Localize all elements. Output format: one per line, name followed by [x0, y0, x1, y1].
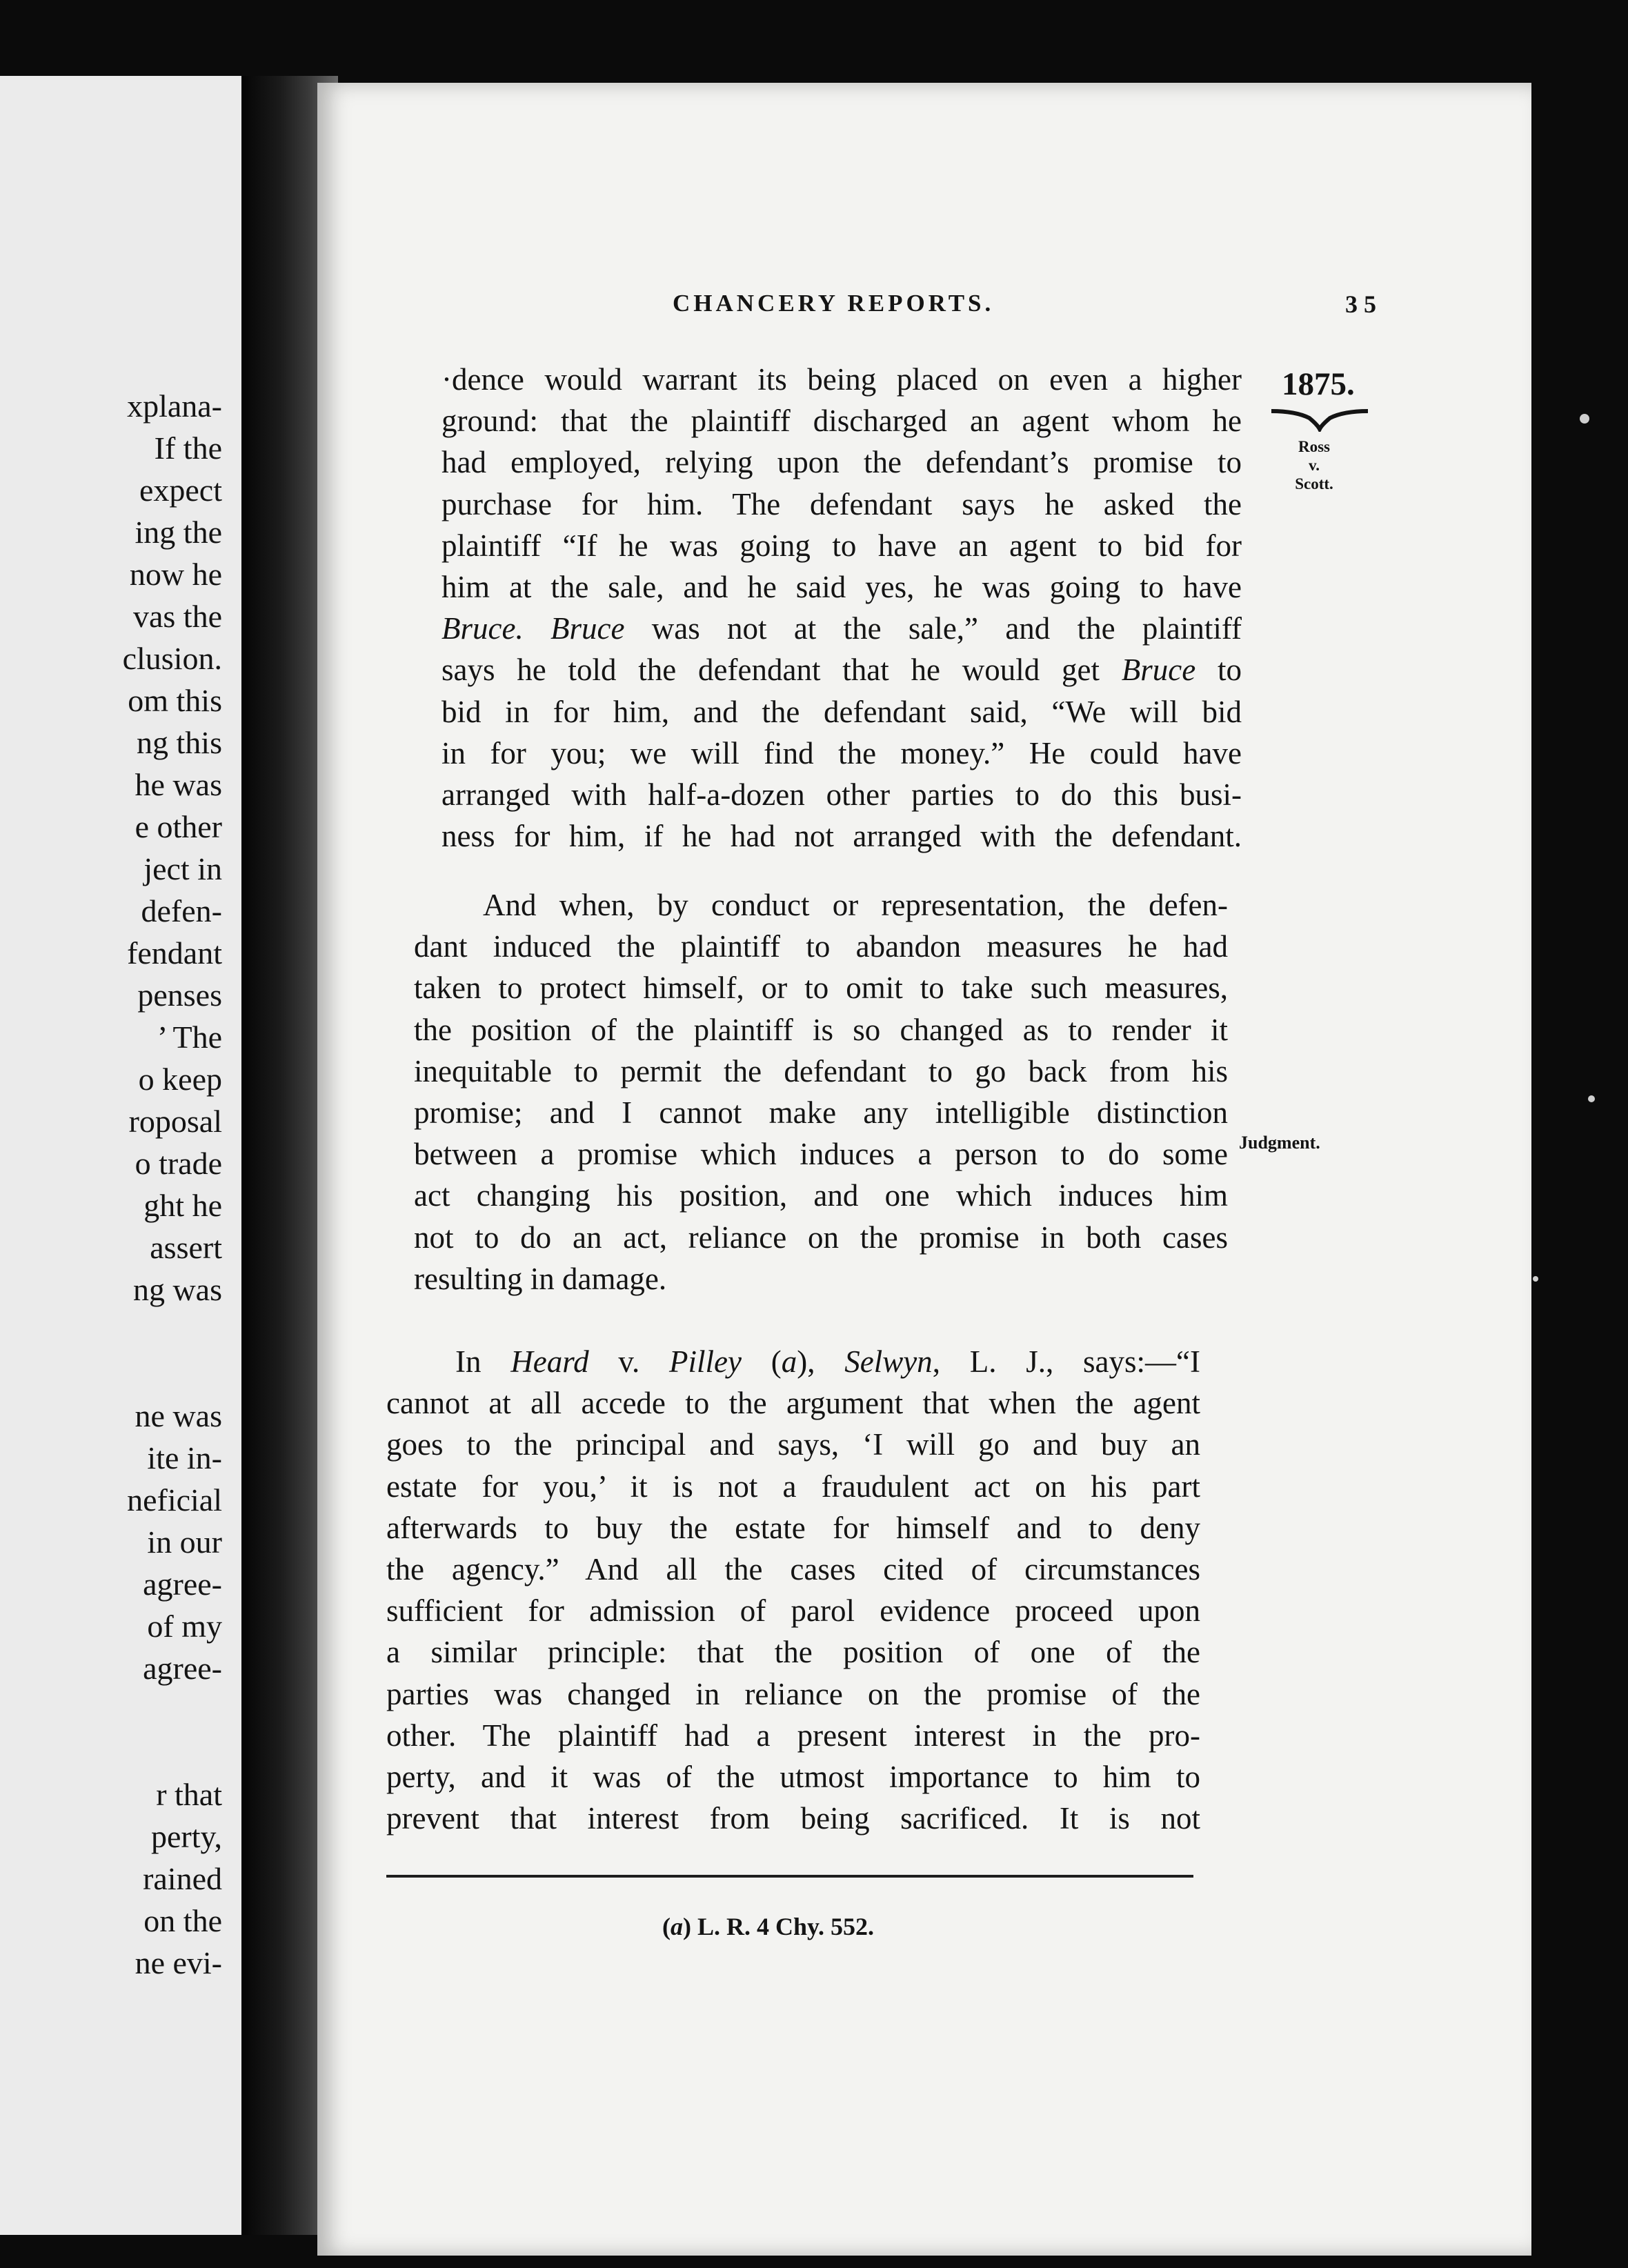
left-page-line: ne was	[135, 1398, 222, 1433]
text-line: had employed, relying upon the defendant’s promise to	[441, 445, 1242, 480]
case-plaintiff: Ross	[1298, 438, 1330, 455]
text-line: ·dence would warrant its being placed on even a higher	[441, 362, 1242, 397]
text-run: ) L. R. 4 Chy. 552.	[683, 1913, 875, 1940]
left-page-line: ght he	[143, 1188, 222, 1223]
left-page-line: ’ The	[157, 1019, 222, 1055]
left-page-line: defen-	[141, 893, 222, 928]
text-run: ),	[797, 1344, 845, 1379]
margin-case-name	[1283, 437, 1345, 493]
text-line: cannot at all accede to the argument that when the agent	[386, 1386, 1200, 1421]
left-page-line: fendant	[127, 935, 222, 971]
running-head: CHANCERY REPORTS.	[673, 290, 995, 317]
footnote	[662, 1912, 874, 1941]
left-page-line: ng was	[132, 1272, 222, 1307]
left-page-line: ne evi-	[135, 1945, 222, 1980]
left-page-text	[123, 385, 222, 1984]
left-page-line: assert	[150, 1230, 222, 1265]
judge-name-italic: Selwyn	[844, 1344, 933, 1379]
text-line: between a promise which induces a person to do some	[414, 1137, 1228, 1172]
text-run: (	[662, 1913, 671, 1940]
left-page-line: on the	[143, 1903, 222, 1938]
case-name-italic: Bruce.	[441, 611, 524, 646]
page-number: 3 5	[1345, 290, 1376, 318]
text-line: in for you; we will find the money.” He could have	[441, 735, 1242, 770]
text-line: the position of the plaintiff is so changed as to render it	[414, 1012, 1228, 1047]
footnote-rule	[386, 1875, 1193, 1878]
paragraph-2	[414, 884, 1228, 1300]
brace-icon	[1268, 404, 1371, 432]
left-page-line: agree-	[143, 1651, 222, 1686]
text-line: bid in for him, and the defendant said, “We will bid	[441, 694, 1242, 729]
left-page-line: om this	[128, 683, 222, 718]
print-speck	[1533, 1276, 1538, 1282]
text-line: sufficient for admission of parol evidence proceed upon	[386, 1593, 1200, 1629]
text-run: says he told the defendant that he would get	[441, 653, 1122, 688]
text-line: dant induced the plaintiff to abandon measures he had	[414, 929, 1228, 964]
case-defendant: Scott.	[1295, 475, 1333, 493]
left-page-line: agree-	[143, 1566, 222, 1602]
text-run: was not at the sale,” and the plaintiff	[624, 611, 1242, 646]
text-line: not to do an act, reliance on the promise in both cases	[414, 1220, 1228, 1255]
left-page-line: neficial	[127, 1482, 222, 1518]
text-run: v.	[588, 1344, 669, 1379]
left-page-line	[123, 1311, 222, 1353]
left-page-line: roposal	[128, 1104, 222, 1139]
left-page-line: o trade	[135, 1146, 222, 1181]
text-line: goes to the principal and says, ‘I will go and buy an	[386, 1427, 1200, 1462]
left-page-line: e other	[135, 809, 222, 844]
footnote-marker: a	[671, 1913, 683, 1940]
text-run: In	[455, 1344, 511, 1379]
text-line: him at the sale, and he said yes, he was going to have	[441, 569, 1242, 604]
case-name-italic: Pilley	[668, 1344, 742, 1379]
left-page-line: rained	[143, 1861, 222, 1896]
text-line: plaintiff “If he was going to have an agent to bid for	[441, 528, 1242, 563]
case-name-italic: Bruce	[550, 611, 625, 646]
text-line: perty, and it was of the utmost importance to him to	[386, 1759, 1200, 1794]
left-page-line: now he	[129, 557, 222, 592]
text-run: (	[741, 1344, 782, 1379]
text-line: other. The plaintiff had a present interest in the pro-	[386, 1718, 1200, 1753]
margin-year: 1875.	[1282, 366, 1355, 402]
paragraph-1	[441, 359, 1242, 857]
left-page-line: penses	[137, 977, 222, 1013]
text-line: the agency.” And all the cases cited of circumstances	[386, 1551, 1200, 1586]
text-line: ground: that the plaintiff discharged an agent whom he	[441, 404, 1242, 439]
text-line: purchase for him. The defendant says he asked the	[441, 486, 1242, 521]
text-line	[441, 649, 1242, 690]
text-line: afterwards to buy the estate for himself and to deny	[386, 1510, 1200, 1545]
left-page-line: vas the	[132, 599, 222, 634]
left-page-line: xplana-	[127, 388, 222, 424]
print-speck	[1580, 414, 1589, 424]
left-page-line	[123, 1353, 222, 1395]
text-line: prevent that interest from being sacrificed. It is not	[386, 1801, 1200, 1836]
text-line: ness for him, if he had not arranged with the defendant.	[441, 819, 1242, 854]
left-page-line: ng this	[137, 725, 222, 760]
left-page-line: ject in	[143, 851, 222, 886]
case-name-italic: Heard	[510, 1344, 589, 1379]
left-page-line	[123, 1731, 222, 1773]
left-page-line: of my	[147, 1609, 222, 1644]
left-page-line: ing the	[135, 515, 222, 550]
case-versus: v.	[1309, 457, 1320, 474]
text-line: act changing his position, and one which induces him	[414, 1178, 1228, 1213]
text-line: And when, by conduct or representation, the defen-	[483, 888, 1228, 922]
left-page-line	[123, 1689, 222, 1731]
print-speck	[1588, 1095, 1595, 1102]
paragraph-3	[386, 1341, 1200, 1839]
left-page-line: If the	[154, 430, 222, 466]
case-name-italic: Bruce	[1121, 653, 1196, 688]
text-line: inequitable to permit the defendant to go back from his	[414, 1053, 1228, 1088]
left-page-line: clusion.	[122, 641, 222, 676]
text-line: arranged with half-a-dozen other parties to do this busi-	[441, 777, 1242, 812]
text-line: a similar principle: that the position of one of the	[386, 1635, 1200, 1670]
footnote-ref: a	[781, 1344, 797, 1379]
left-page-line: perty,	[150, 1819, 222, 1854]
left-page-line: r that	[156, 1777, 222, 1812]
text-line	[386, 1341, 1200, 1382]
margin-judgment-label: Judgment.	[1239, 1133, 1320, 1153]
left-page-line: he was	[135, 767, 222, 802]
left-facing-page	[0, 76, 241, 2235]
text-line: promise; and I cannot make any intelligible distinction	[414, 1095, 1228, 1130]
text-line: resulting in damage.	[414, 1261, 667, 1296]
left-page-line: o keep	[138, 1062, 222, 1097]
text-line: estate for you,’ it is not a fraudulent act on his part	[386, 1469, 1200, 1504]
left-page-line: expect	[139, 472, 222, 508]
text-line	[441, 608, 1242, 649]
text-run: to	[1195, 653, 1242, 688]
text-line: taken to protect himself, or to omit to take such measures,	[414, 971, 1228, 1006]
text-run: , L. J., says:—“I	[932, 1344, 1200, 1379]
left-page-line: in our	[147, 1524, 222, 1560]
left-page-line: ite in-	[147, 1440, 222, 1475]
text-line: parties was changed in reliance on the promise of the	[386, 1676, 1200, 1711]
